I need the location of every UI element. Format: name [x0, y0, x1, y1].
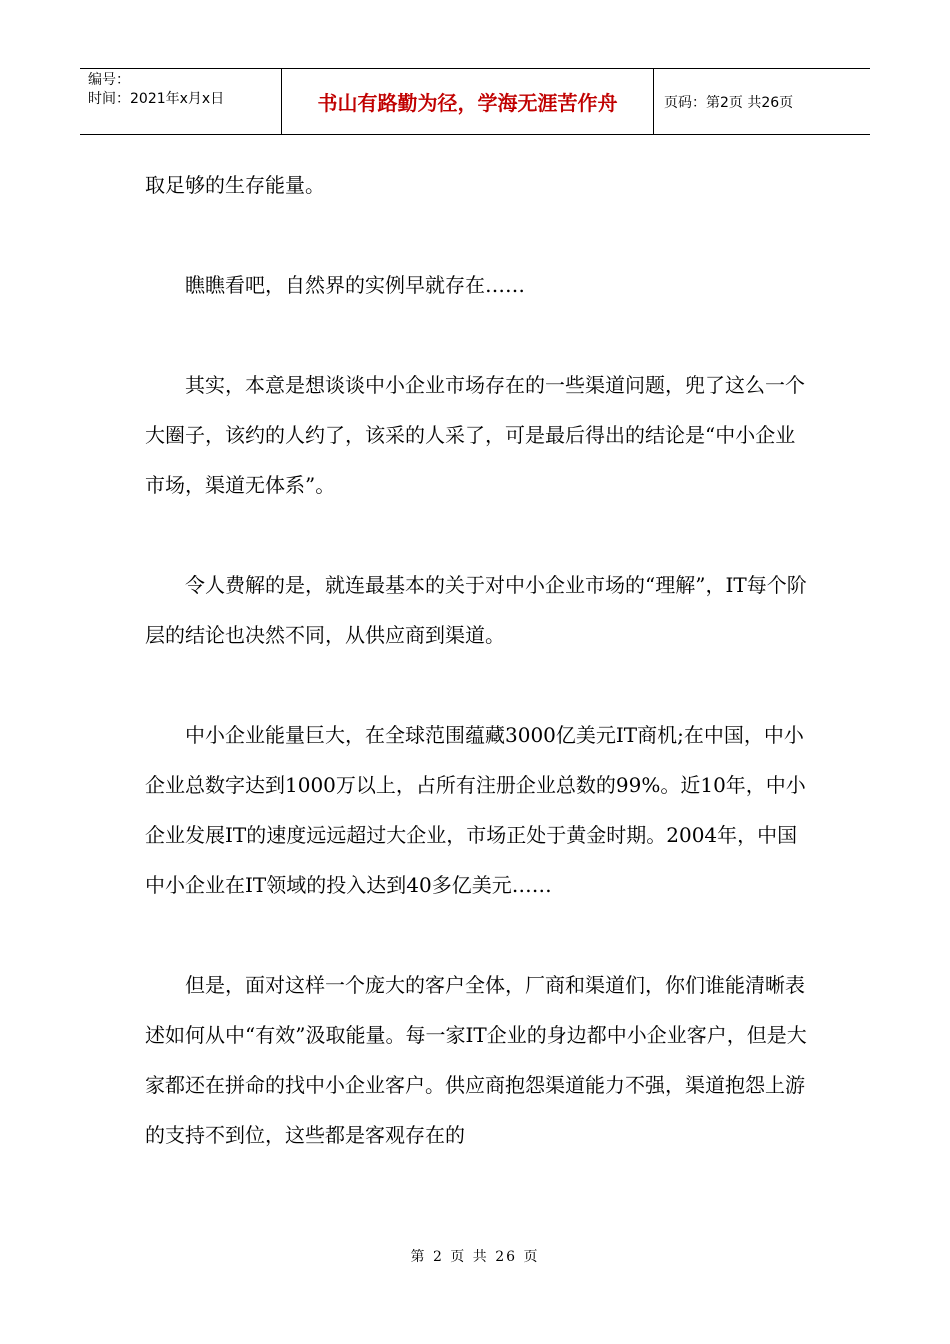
document-body [145, 160, 815, 1210]
paragraph: 但是，面对这样一个庞大的客户全体，厂商和渠道们，你们谁能清晰表述如何从中“有效”汲取能量。每一家IT企业的身边都中小企业客户，但是大家都还在拼命的找中小企业客户。供应商抱怨渠道能力不强，渠道抱怨上游的支持不到位，这些都是客观存在的 [145, 973, 807, 1147]
header-motto: 书山有路勤为径，学海无涯苦作舟 [282, 69, 654, 134]
page-header [80, 68, 870, 135]
time-label: 时间：2021年x月x日 [88, 91, 225, 107]
number-label: 编号： [88, 72, 130, 88]
header-page-label: 页码：第2页 共26页 [664, 94, 794, 111]
paragraph: 取足够的生存能量。 [145, 173, 325, 197]
paragraph: 令人费解的是，就连最基本的关于对中小企业市场的“理解”，IT每个阶层的结论也决然不同，从供应商到渠道。 [145, 573, 807, 647]
paragraph: 其实，本意是想谈谈中小企业市场存在的一些渠道问题，兜了这么一个大圈子，该约的人约了，该采的人采了，可是最后得出的结论是“中小企业市场，渠道无体系”。 [145, 373, 805, 497]
paragraph: 瞧瞧看吧，自然界的实例早就存在…… [185, 273, 525, 297]
header-info-cell [80, 69, 282, 134]
page-footer: 第 2 页 共 26 页 [410, 1249, 540, 1265]
paragraph: 中小企业能量巨大，在全球范围蕴藏3000亿美元IT商机;在中国，中小企业总数字达到1000万以上，占所有注册企业总数的99%。近10年，中小企业发展IT的速度远远超过大企业，市场正处于黄金时期。2004年，中国中小企业在IT领域的投入达到40多亿美元…… [145, 723, 806, 897]
